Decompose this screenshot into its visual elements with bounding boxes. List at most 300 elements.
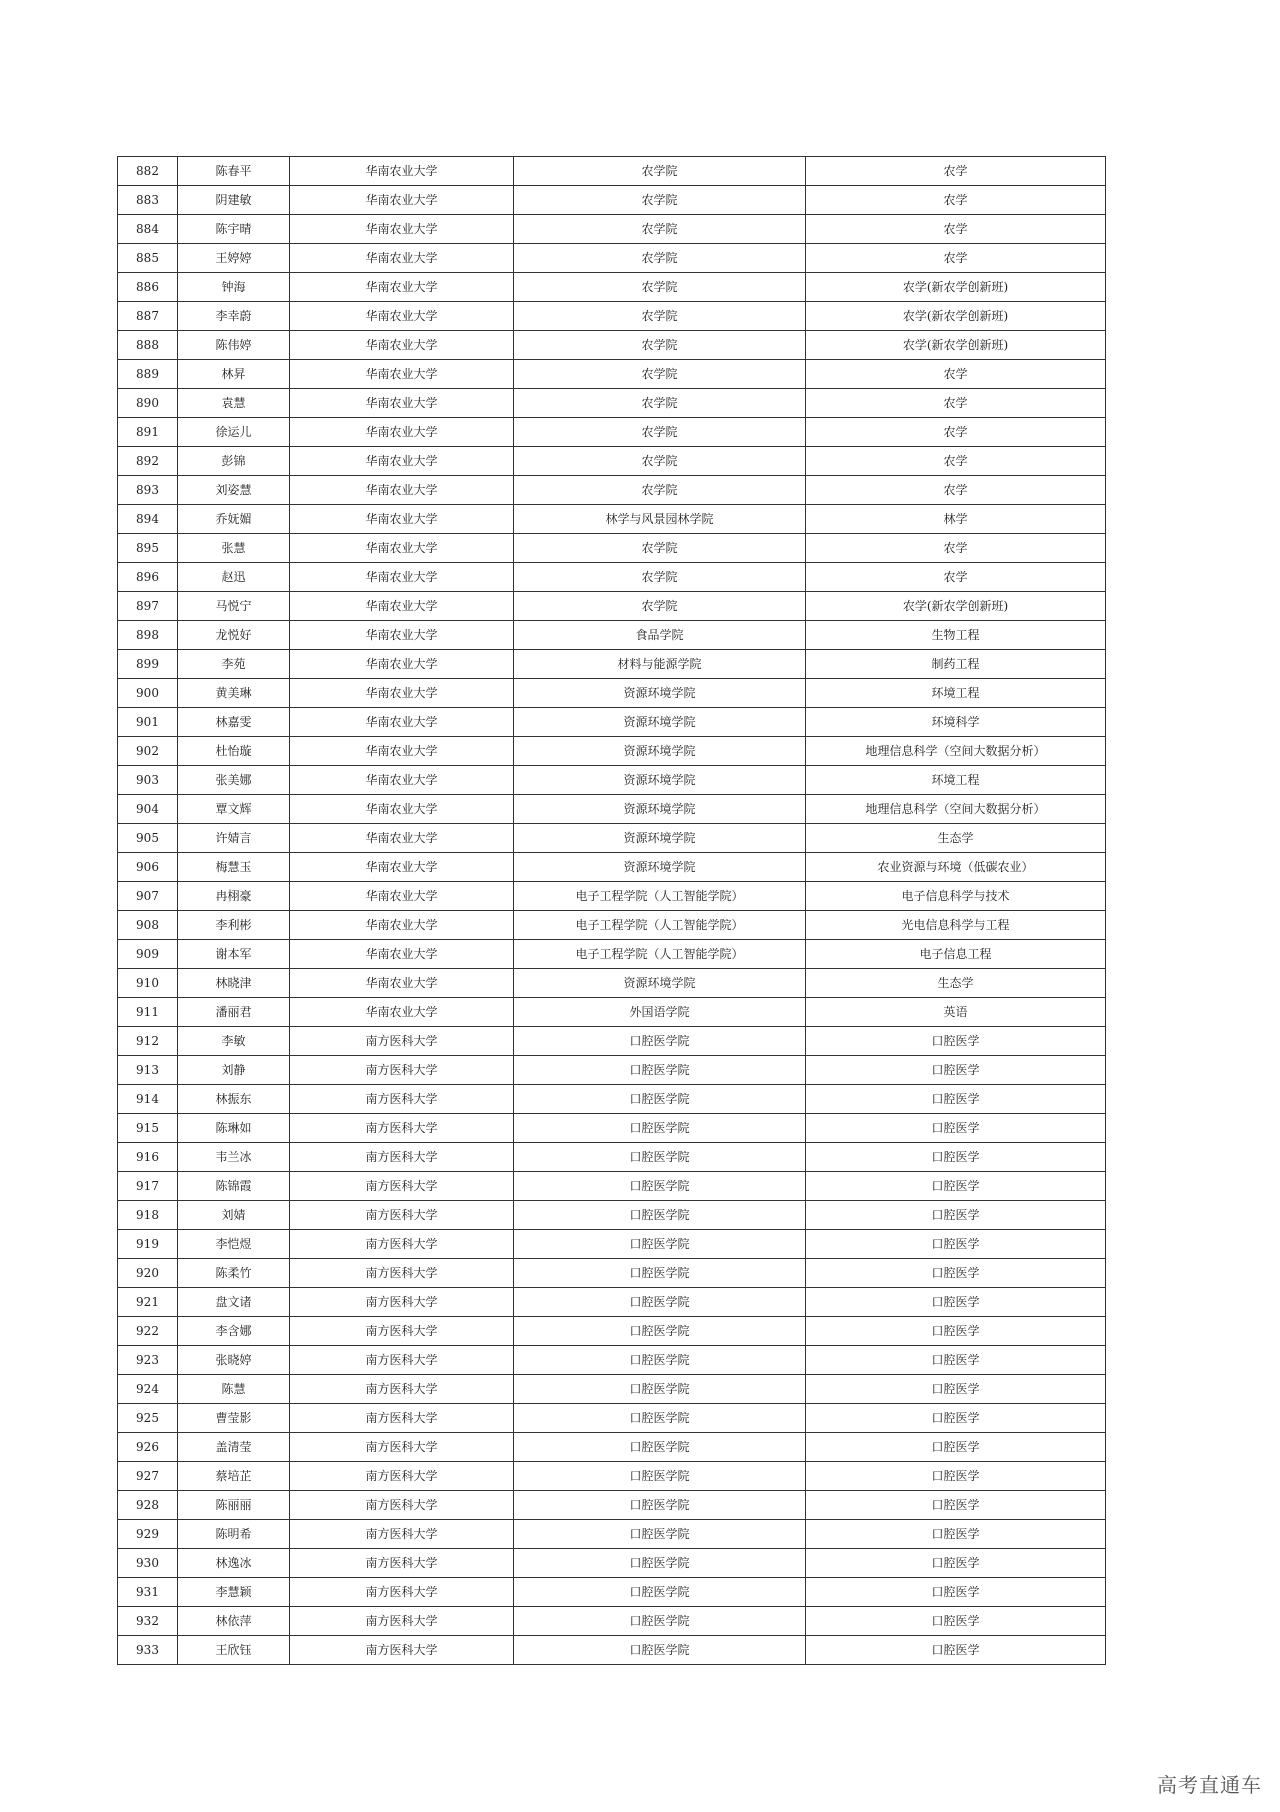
major-cell: 口腔医学 [806,1172,1106,1201]
school-cell: 口腔医学院 [514,1259,806,1288]
university-cell: 南方医科大学 [290,1491,514,1520]
student-name-cell: 陈慧 [178,1375,290,1404]
table-row [118,302,1106,331]
major-cell: 电子信息工程 [806,940,1106,969]
school-cell: 口腔医学院 [514,1491,806,1520]
student-name-cell: 韦兰冰 [178,1143,290,1172]
university-cell: 南方医科大学 [290,1085,514,1114]
major-cell: 农学 [806,563,1106,592]
row-number-cell: 930 [118,1549,178,1578]
student-name-cell: 陈春平 [178,157,290,186]
major-cell: 农学 [806,244,1106,273]
university-cell: 南方医科大学 [290,1404,514,1433]
university-cell: 华南农业大学 [290,882,514,911]
school-cell: 口腔医学院 [514,1607,806,1636]
university-cell: 南方医科大学 [290,1636,514,1665]
row-number-cell: 895 [118,534,178,563]
table-row [118,650,1106,679]
student-name-cell: 林振东 [178,1085,290,1114]
university-cell: 华南农业大学 [290,215,514,244]
school-cell: 农学院 [514,157,806,186]
major-cell: 口腔医学 [806,1636,1106,1665]
major-cell: 农学 [806,476,1106,505]
row-number-cell: 890 [118,389,178,418]
major-cell: 农学(新农学创新班) [806,331,1106,360]
major-cell: 农学 [806,186,1106,215]
row-number-cell: 933 [118,1636,178,1665]
student-name-cell: 黄美琳 [178,679,290,708]
table-row [118,853,1106,882]
student-name-cell: 许婧言 [178,824,290,853]
major-cell: 林学 [806,505,1106,534]
school-cell: 农学院 [514,476,806,505]
school-cell: 口腔医学院 [514,1172,806,1201]
row-number-cell: 889 [118,360,178,389]
school-cell: 口腔医学院 [514,1578,806,1607]
school-cell: 口腔医学院 [514,1288,806,1317]
roster-table-body [118,157,1106,1665]
major-cell: 地理信息科学（空间大数据分析） [806,795,1106,824]
school-cell: 资源环境学院 [514,795,806,824]
student-name-cell: 彭锦 [178,447,290,476]
row-number-cell: 909 [118,940,178,969]
major-cell: 口腔医学 [806,1346,1106,1375]
school-cell: 资源环境学院 [514,679,806,708]
row-number-cell: 928 [118,1491,178,1520]
student-name-cell: 张晓婷 [178,1346,290,1375]
table-row [118,911,1106,940]
row-number-cell: 925 [118,1404,178,1433]
major-cell: 生物工程 [806,621,1106,650]
university-cell: 南方医科大学 [290,1201,514,1230]
table-row [118,1172,1106,1201]
table-row [118,882,1106,911]
row-number-cell: 915 [118,1114,178,1143]
major-cell: 农学 [806,447,1106,476]
student-name-cell: 林嘉雯 [178,708,290,737]
major-cell: 生态学 [806,969,1106,998]
school-cell: 农学院 [514,244,806,273]
university-cell: 南方医科大学 [290,1375,514,1404]
student-name-cell: 陈琳如 [178,1114,290,1143]
school-cell: 材料与能源学院 [514,650,806,679]
table-row [118,1636,1106,1665]
school-cell: 口腔医学院 [514,1549,806,1578]
school-cell: 口腔医学院 [514,1056,806,1085]
school-cell: 口腔医学院 [514,1027,806,1056]
row-number-cell: 901 [118,708,178,737]
table-row [118,534,1106,563]
student-name-cell: 陈丽丽 [178,1491,290,1520]
school-cell: 食品学院 [514,621,806,650]
major-cell: 口腔医学 [806,1520,1106,1549]
row-number-cell: 926 [118,1433,178,1462]
school-cell: 资源环境学院 [514,853,806,882]
university-cell: 南方医科大学 [290,1230,514,1259]
table-row [118,1607,1106,1636]
table-row [118,563,1106,592]
table-row [118,1404,1106,1433]
major-cell: 口腔医学 [806,1491,1106,1520]
student-name-cell: 林晓津 [178,969,290,998]
row-number-cell: 898 [118,621,178,650]
student-name-cell: 李敏 [178,1027,290,1056]
university-cell: 华南农业大学 [290,360,514,389]
table-row [118,418,1106,447]
school-cell: 口腔医学院 [514,1433,806,1462]
table-row [118,1027,1106,1056]
major-cell: 农学 [806,157,1106,186]
table-row [118,1085,1106,1114]
major-cell: 口腔医学 [806,1288,1106,1317]
university-cell: 华南农业大学 [290,911,514,940]
row-number-cell: 920 [118,1259,178,1288]
table-row [118,1491,1106,1520]
major-cell: 农学(新农学创新班) [806,302,1106,331]
university-cell: 华南农业大学 [290,273,514,302]
major-cell: 口腔医学 [806,1259,1106,1288]
university-cell: 南方医科大学 [290,1143,514,1172]
table-row [118,1114,1106,1143]
school-cell: 口腔医学院 [514,1143,806,1172]
school-cell: 口腔医学院 [514,1462,806,1491]
university-cell: 南方医科大学 [290,1607,514,1636]
university-cell: 南方医科大学 [290,1462,514,1491]
student-name-cell: 张美娜 [178,766,290,795]
row-number-cell: 893 [118,476,178,505]
major-cell: 农学 [806,534,1106,563]
major-cell: 环境工程 [806,679,1106,708]
row-number-cell: 899 [118,650,178,679]
table-row [118,447,1106,476]
student-name-cell: 冉栩豪 [178,882,290,911]
table-row [118,273,1106,302]
row-number-cell: 897 [118,592,178,621]
university-cell: 华南农业大学 [290,795,514,824]
table-row [118,1143,1106,1172]
table-row [118,737,1106,766]
school-cell: 农学院 [514,273,806,302]
row-number-cell: 917 [118,1172,178,1201]
row-number-cell: 919 [118,1230,178,1259]
student-name-cell: 李恺煜 [178,1230,290,1259]
table-row [118,708,1106,737]
student-name-cell: 陈锦霞 [178,1172,290,1201]
table-row [118,244,1106,273]
university-cell: 华南农业大学 [290,679,514,708]
major-cell: 口腔医学 [806,1607,1106,1636]
university-cell: 南方医科大学 [290,1259,514,1288]
school-cell: 口腔医学院 [514,1520,806,1549]
major-cell: 光电信息科学与工程 [806,911,1106,940]
school-cell: 口腔医学院 [514,1201,806,1230]
major-cell: 环境科学 [806,708,1106,737]
table-row [118,389,1106,418]
major-cell: 农学 [806,389,1106,418]
major-cell: 制药工程 [806,650,1106,679]
table-row [118,331,1106,360]
row-number-cell: 922 [118,1317,178,1346]
table-row [118,592,1106,621]
table-row [118,157,1106,186]
table-row [118,360,1106,389]
school-cell: 电子工程学院（人工智能学院） [514,940,806,969]
table-row [118,1288,1106,1317]
student-name-cell: 龙悦好 [178,621,290,650]
student-name-cell: 谢本军 [178,940,290,969]
student-name-cell: 林逸冰 [178,1549,290,1578]
major-cell: 口腔医学 [806,1201,1106,1230]
table-row [118,186,1106,215]
university-cell: 华南农业大学 [290,592,514,621]
major-cell: 口腔医学 [806,1027,1106,1056]
student-name-cell: 赵迅 [178,563,290,592]
school-cell: 外国语学院 [514,998,806,1027]
row-number-cell: 886 [118,273,178,302]
student-name-cell: 潘丽君 [178,998,290,1027]
row-number-cell: 924 [118,1375,178,1404]
row-number-cell: 923 [118,1346,178,1375]
student-name-cell: 马悦宁 [178,592,290,621]
major-cell: 生态学 [806,824,1106,853]
student-name-cell: 刘婧 [178,1201,290,1230]
university-cell: 华南农业大学 [290,476,514,505]
student-name-cell: 刘姿慧 [178,476,290,505]
student-name-cell: 王欣钰 [178,1636,290,1665]
major-cell: 口腔医学 [806,1143,1106,1172]
table-row [118,969,1106,998]
school-cell: 农学院 [514,389,806,418]
school-cell: 资源环境学院 [514,969,806,998]
major-cell: 口腔医学 [806,1230,1106,1259]
student-name-cell: 李苑 [178,650,290,679]
school-cell: 农学院 [514,215,806,244]
row-number-cell: 894 [118,505,178,534]
major-cell: 口腔医学 [806,1404,1106,1433]
university-cell: 华南农业大学 [290,853,514,882]
university-cell: 华南农业大学 [290,244,514,273]
school-cell: 农学院 [514,302,806,331]
row-number-cell: 891 [118,418,178,447]
school-cell: 资源环境学院 [514,766,806,795]
student-name-cell: 徐运儿 [178,418,290,447]
school-cell: 林学与风景园林学院 [514,505,806,534]
student-name-cell: 李含娜 [178,1317,290,1346]
university-cell: 华南农业大学 [290,998,514,1027]
university-cell: 华南农业大学 [290,505,514,534]
student-name-cell: 李幸蔚 [178,302,290,331]
university-cell: 华南农业大学 [290,389,514,418]
major-cell: 农业资源与环境（低碳农业） [806,853,1106,882]
student-name-cell: 李利彬 [178,911,290,940]
university-cell: 华南农业大学 [290,157,514,186]
row-number-cell: 916 [118,1143,178,1172]
row-number-cell: 906 [118,853,178,882]
university-cell: 华南农业大学 [290,969,514,998]
university-cell: 南方医科大学 [290,1317,514,1346]
school-cell: 资源环境学院 [514,708,806,737]
student-name-cell: 王婷婷 [178,244,290,273]
school-cell: 电子工程学院（人工智能学院） [514,911,806,940]
university-cell: 南方医科大学 [290,1346,514,1375]
table-row [118,1346,1106,1375]
student-name-cell: 钟海 [178,273,290,302]
major-cell: 口腔医学 [806,1549,1106,1578]
student-name-cell: 杜怡璇 [178,737,290,766]
major-cell: 地理信息科学（空间大数据分析） [806,737,1106,766]
table-row [118,1259,1106,1288]
row-number-cell: 921 [118,1288,178,1317]
school-cell: 农学院 [514,447,806,476]
major-cell: 口腔医学 [806,1317,1106,1346]
school-cell: 农学院 [514,418,806,447]
school-cell: 口腔医学院 [514,1404,806,1433]
university-cell: 南方医科大学 [290,1027,514,1056]
table-row [118,795,1106,824]
table-row [118,940,1106,969]
table-row [118,1520,1106,1549]
university-cell: 华南农业大学 [290,621,514,650]
row-number-cell: 907 [118,882,178,911]
university-cell: 华南农业大学 [290,534,514,563]
university-cell: 华南农业大学 [290,186,514,215]
row-number-cell: 903 [118,766,178,795]
row-number-cell: 911 [118,998,178,1027]
major-cell: 口腔医学 [806,1056,1106,1085]
student-name-cell: 陈明希 [178,1520,290,1549]
table-row [118,1317,1106,1346]
school-cell: 口腔医学院 [514,1114,806,1143]
university-cell: 南方医科大学 [290,1288,514,1317]
table-row [118,1462,1106,1491]
major-cell: 口腔医学 [806,1578,1106,1607]
row-number-cell: 904 [118,795,178,824]
table-row [118,1056,1106,1085]
row-number-cell: 932 [118,1607,178,1636]
student-name-cell: 刘静 [178,1056,290,1085]
school-cell: 口腔医学院 [514,1346,806,1375]
roster-table [117,156,1106,1665]
row-number-cell: 929 [118,1520,178,1549]
row-number-cell: 912 [118,1027,178,1056]
school-cell: 农学院 [514,331,806,360]
student-name-cell: 陈伟婷 [178,331,290,360]
major-cell: 农学 [806,418,1106,447]
table-row [118,621,1106,650]
university-cell: 华南农业大学 [290,302,514,331]
table-row [118,505,1106,534]
major-cell: 农学(新农学创新班) [806,592,1106,621]
student-name-cell: 袁慧 [178,389,290,418]
student-name-cell: 曹莹影 [178,1404,290,1433]
row-number-cell: 918 [118,1201,178,1230]
watermark-text: 高考直通车 [1157,1773,1262,1797]
school-cell: 农学院 [514,592,806,621]
student-name-cell: 盖清莹 [178,1433,290,1462]
school-cell: 资源环境学院 [514,824,806,853]
row-number-cell: 905 [118,824,178,853]
student-name-cell: 林昇 [178,360,290,389]
major-cell: 口腔医学 [806,1433,1106,1462]
university-cell: 华南农业大学 [290,447,514,476]
school-cell: 农学院 [514,186,806,215]
major-cell: 口腔医学 [806,1085,1106,1114]
major-cell: 农学 [806,360,1106,389]
student-name-cell: 陈宇晴 [178,215,290,244]
table-row [118,679,1106,708]
row-number-cell: 888 [118,331,178,360]
student-name-cell: 李慧颖 [178,1578,290,1607]
major-cell: 口腔医学 [806,1114,1106,1143]
row-number-cell: 900 [118,679,178,708]
student-name-cell: 覃文辉 [178,795,290,824]
university-cell: 华南农业大学 [290,737,514,766]
major-cell: 口腔医学 [806,1462,1106,1491]
student-name-cell: 蔡培芷 [178,1462,290,1491]
student-name-cell: 陈柔竹 [178,1259,290,1288]
university-cell: 华南农业大学 [290,563,514,592]
student-name-cell: 梅慧玉 [178,853,290,882]
row-number-cell: 931 [118,1578,178,1607]
student-name-cell: 阴建敏 [178,186,290,215]
school-cell: 口腔医学院 [514,1317,806,1346]
table-row [118,1230,1106,1259]
row-number-cell: 910 [118,969,178,998]
major-cell: 农学(新农学创新班) [806,273,1106,302]
table-row [118,824,1106,853]
university-cell: 南方医科大学 [290,1114,514,1143]
school-cell: 农学院 [514,360,806,389]
school-cell: 农学院 [514,534,806,563]
university-cell: 华南农业大学 [290,650,514,679]
row-number-cell: 882 [118,157,178,186]
row-number-cell: 884 [118,215,178,244]
university-cell: 南方医科大学 [290,1549,514,1578]
university-cell: 华南农业大学 [290,824,514,853]
table-row [118,1375,1106,1404]
major-cell: 电子信息科学与技术 [806,882,1106,911]
university-cell: 南方医科大学 [290,1056,514,1085]
university-cell: 南方医科大学 [290,1578,514,1607]
row-number-cell: 887 [118,302,178,331]
table-row [118,476,1106,505]
university-cell: 南方医科大学 [290,1172,514,1201]
row-number-cell: 902 [118,737,178,766]
table-row [118,998,1106,1027]
university-cell: 华南农业大学 [290,418,514,447]
table-row [118,1433,1106,1462]
table-row [118,766,1106,795]
university-cell: 华南农业大学 [290,331,514,360]
row-number-cell: 892 [118,447,178,476]
row-number-cell: 883 [118,186,178,215]
student-name-cell: 盘文诸 [178,1288,290,1317]
school-cell: 电子工程学院（人工智能学院） [514,882,806,911]
row-number-cell: 908 [118,911,178,940]
row-number-cell: 913 [118,1056,178,1085]
university-cell: 华南农业大学 [290,708,514,737]
student-name-cell: 林依萍 [178,1607,290,1636]
school-cell: 口腔医学院 [514,1636,806,1665]
student-name-cell: 张慧 [178,534,290,563]
major-cell: 英语 [806,998,1106,1027]
major-cell: 农学 [806,215,1106,244]
table-row [118,1578,1106,1607]
university-cell: 华南农业大学 [290,766,514,795]
row-number-cell: 885 [118,244,178,273]
university-cell: 南方医科大学 [290,1433,514,1462]
school-cell: 资源环境学院 [514,737,806,766]
